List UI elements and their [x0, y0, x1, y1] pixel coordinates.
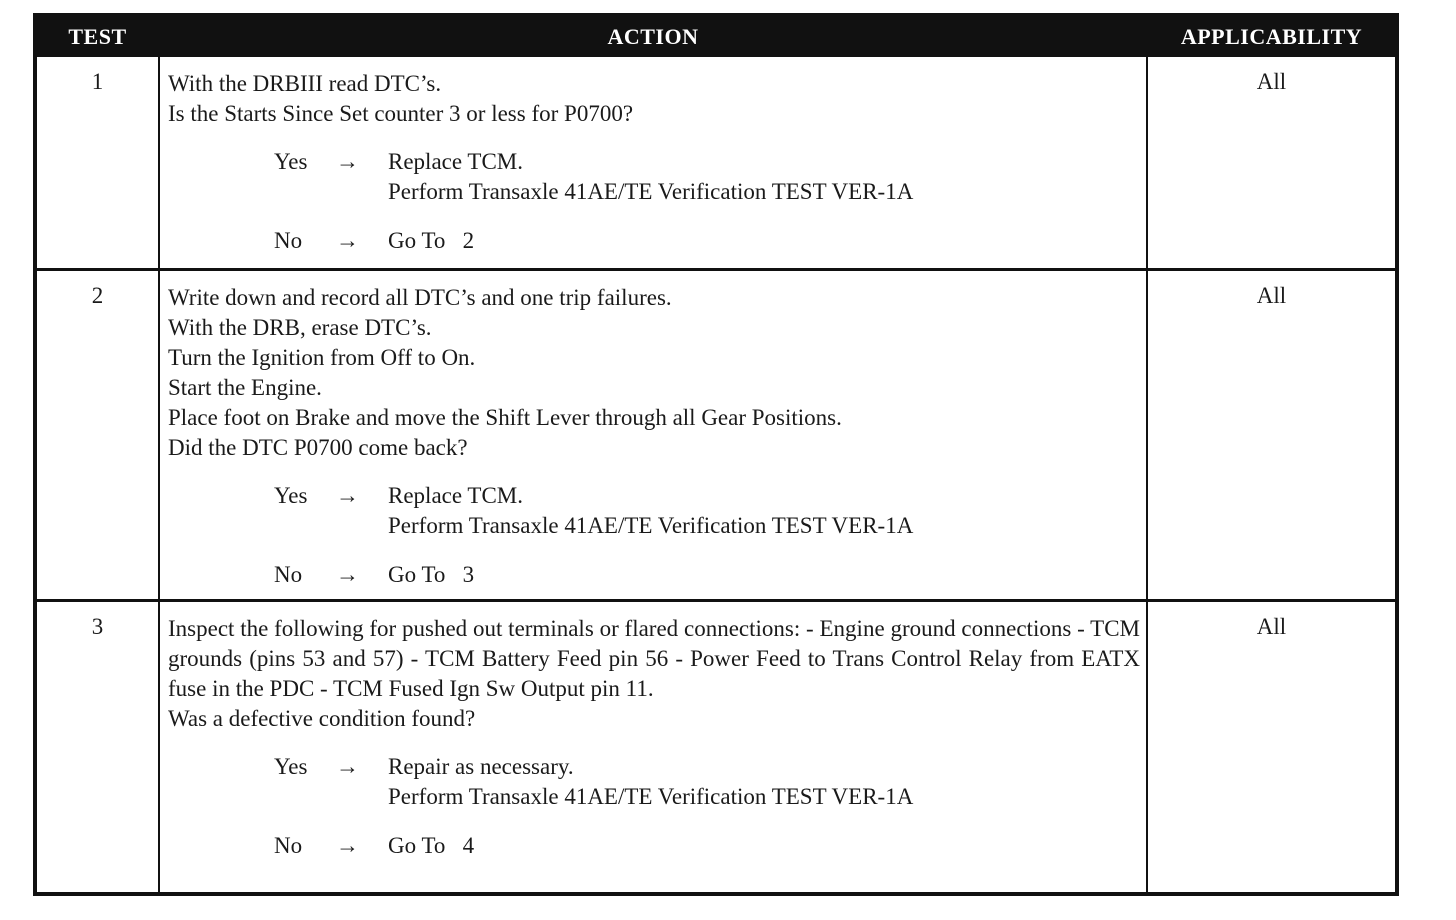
applicability-value: All: [1256, 614, 1287, 639]
header-action: ACTION: [607, 24, 699, 49]
arrow-icon: →: [336, 833, 359, 858]
arrow-icon: →: [336, 483, 359, 508]
action-line: Start the Engine.: [168, 375, 322, 400]
inspection-instructions: Inspect the following for pushed out terminals or flared connections: - Engine ground connections - TCM grounds (pins 53 and 57) - TCM Battery Feed pin 56 - Power Feed to Trans Control Relay from EATX fuse in the PDC - TCM Fused Ign Sw Output pin 11.: [168, 616, 1140, 701]
column-divider: [158, 57, 160, 268]
yes-result-verification: Perform Transaxle 41AE/TE Verification TEST VER-1A: [388, 179, 914, 204]
table-row: [37, 57, 1395, 268]
yes-result-verification: Perform Transaxle 41AE/TE Verification TEST VER-1A: [388, 513, 914, 538]
arrow-icon: →: [336, 149, 359, 174]
yes-label: Yes: [274, 149, 308, 174]
action-cell: [168, 614, 1140, 861]
no-label: No: [274, 228, 303, 253]
action-line: With the DRB, erase DTC’s.: [168, 315, 432, 340]
table-header: [37, 17, 1395, 57]
header-test: TEST: [68, 24, 127, 49]
column-divider: [158, 602, 160, 892]
action-line: Did the DTC P0700 come back?: [168, 435, 468, 460]
test-number: 1: [91, 69, 104, 94]
yes-result-verification: Perform Transaxle 41AE/TE Verification TEST VER-1A: [388, 784, 914, 809]
table-row: [37, 599, 1395, 892]
arrow-icon: →: [336, 562, 359, 587]
arrow-icon: →: [336, 754, 359, 779]
test-number: 3: [91, 614, 104, 639]
action-cell: [168, 283, 1140, 590]
table-row: [37, 268, 1395, 599]
arrow-icon: →: [336, 228, 359, 253]
action-cell: [168, 69, 1140, 256]
column-divider: [1146, 602, 1148, 892]
yes-branch: [168, 752, 1140, 812]
yes-result: Replace TCM.: [388, 483, 523, 508]
column-divider: [1146, 271, 1148, 599]
test-number: 2: [91, 283, 104, 308]
header-applicability: APPLICABILITY: [1180, 24, 1363, 49]
action-line: Turn the Ignition from Off to On.: [168, 345, 476, 370]
yes-label: Yes: [274, 483, 308, 508]
no-result: Go To 4: [388, 833, 475, 858]
no-result: Go To 3: [388, 562, 475, 587]
yes-label: Yes: [274, 754, 308, 779]
no-label: No: [274, 562, 303, 587]
applicability-value: All: [1256, 69, 1287, 94]
yes-result: Repair as necessary.: [388, 754, 574, 779]
yes-branch: [168, 147, 1140, 207]
diagnostic-table: [33, 13, 1399, 896]
no-branch: [168, 226, 1140, 256]
applicability-value: All: [1256, 283, 1287, 308]
action-line: Place foot on Brake and move the Shift Lever through all Gear Positions.: [168, 405, 842, 430]
action-line: With the DRBIII read DTC’s.: [168, 71, 442, 96]
no-label: No: [274, 833, 303, 858]
action-line: Is the Starts Since Set counter 3 or less for P0700?: [168, 101, 634, 126]
action-line: Write down and record all DTC’s and one trip failures.: [168, 285, 672, 310]
action-question: Was a defective condition found?: [168, 706, 476, 731]
no-result: Go To 2: [388, 228, 475, 253]
no-branch: [168, 831, 1140, 861]
column-divider: [158, 271, 160, 599]
yes-branch: [168, 481, 1140, 541]
no-branch: [168, 560, 1140, 590]
yes-result: Replace TCM.: [388, 149, 523, 174]
